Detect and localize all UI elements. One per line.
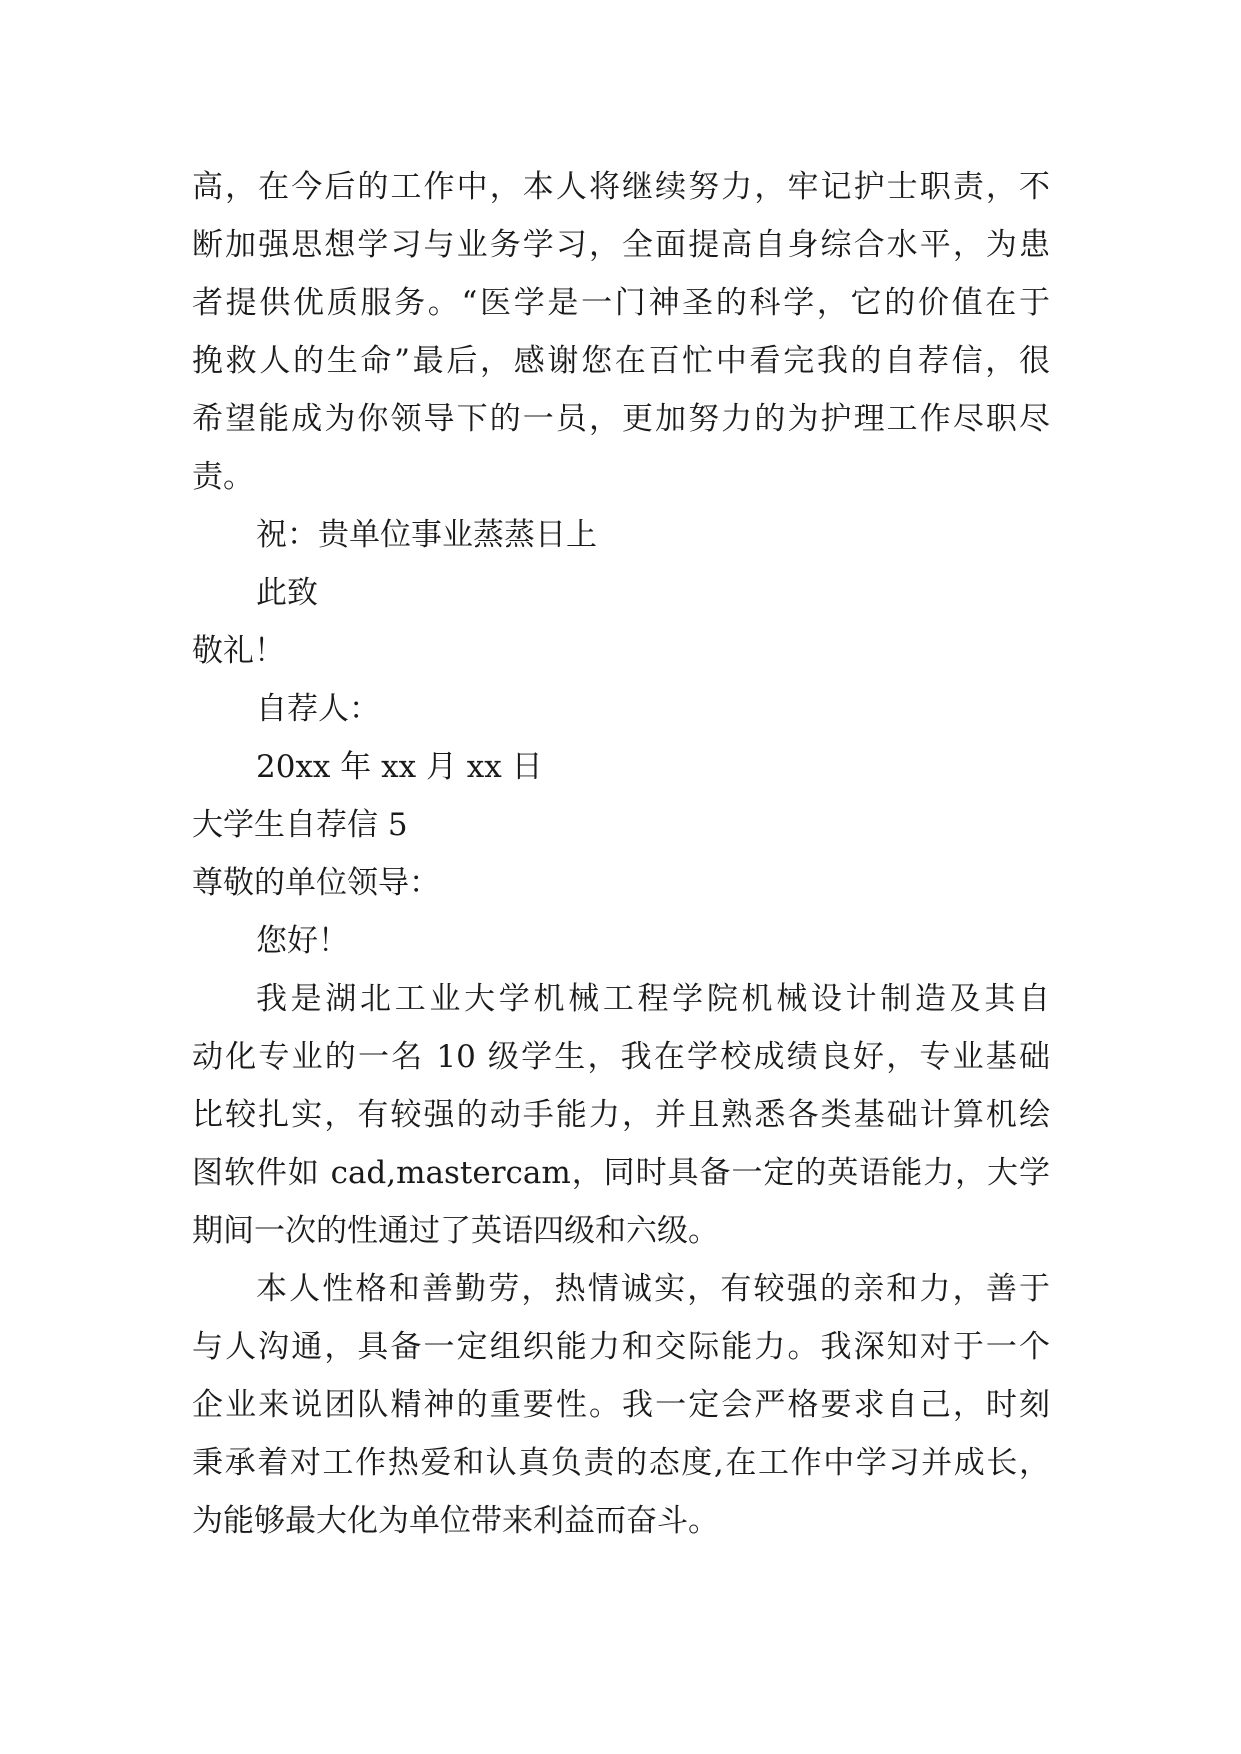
paragraph-2-line-3: 比较扎实，有较强的动手能力，并且熟悉各类基础计算机绘 [192, 1097, 1050, 1133]
signature-line: 自荐人： [256, 691, 380, 727]
paragraph-1-line-5: 希望能成为你领导下的一员，更加努力的为护理工作尽职尽 [192, 401, 1050, 437]
paragraph-1-line-1: 高，在今后的工作中，本人将继续努力，牢记护士职责，不 [192, 169, 1050, 205]
paragraph-1-line-4: 挽救人的生命”最后，感谢您在百忙中看完我的自荐信，很 [192, 343, 1050, 379]
greeting-line: 您好！ [256, 923, 349, 959]
paragraph-1-line-3: 者提供优质服务。“医学是一门神圣的科学，它的价值在于 [192, 285, 1050, 321]
document-body [192, 158, 1050, 1550]
paragraph-2-line-4: 图软件如 cad,mastercam，同时具备一定的英语能力，大学 [192, 1155, 1050, 1191]
section-title: 大学生自荐信 5 [192, 807, 408, 843]
paragraph-3-line-1: 本人性格和善勤劳，热情诚实，有较强的亲和力，善于 [256, 1271, 1050, 1307]
paragraph-2-line-5: 期间一次的性通过了英语四级和六级。 [192, 1213, 719, 1249]
paragraph-2-line-2: 动化专业的一名 10 级学生，我在学校成绩良好，专业基础 [192, 1039, 1050, 1075]
paragraph-2-line-1: 我是湖北工业大学机械工程学院机械设计制造及其自 [256, 981, 1050, 1017]
paragraph-3-line-4: 秉承着对工作热爱和认真负责的态度,在工作中学习并成长， [192, 1445, 1050, 1481]
paragraph-1-line-2: 断加强思想学习与业务学习，全面提高自身综合水平，为患 [192, 227, 1050, 263]
date-line: 20xx 年 xx 月 xx 日 [256, 749, 543, 785]
wish-line: 祝：贵单位事业蒸蒸日上 [256, 517, 597, 553]
salutation-line: 尊敬的单位领导： [192, 865, 440, 901]
closing-line-2: 敬礼！ [192, 633, 285, 669]
closing-line-1: 此致 [256, 575, 318, 611]
paragraph-3-line-5: 为能够最大化为单位带来利益而奋斗。 [192, 1503, 719, 1539]
paragraph-3-line-3: 企业来说团队精神的重要性。我一定会严格要求自己，时刻 [192, 1387, 1050, 1423]
paragraph-3-line-2: 与人沟通，具备一定组织能力和交际能力。我深知对于一个 [192, 1329, 1050, 1365]
paragraph-1-line-6: 责。 [192, 459, 254, 495]
